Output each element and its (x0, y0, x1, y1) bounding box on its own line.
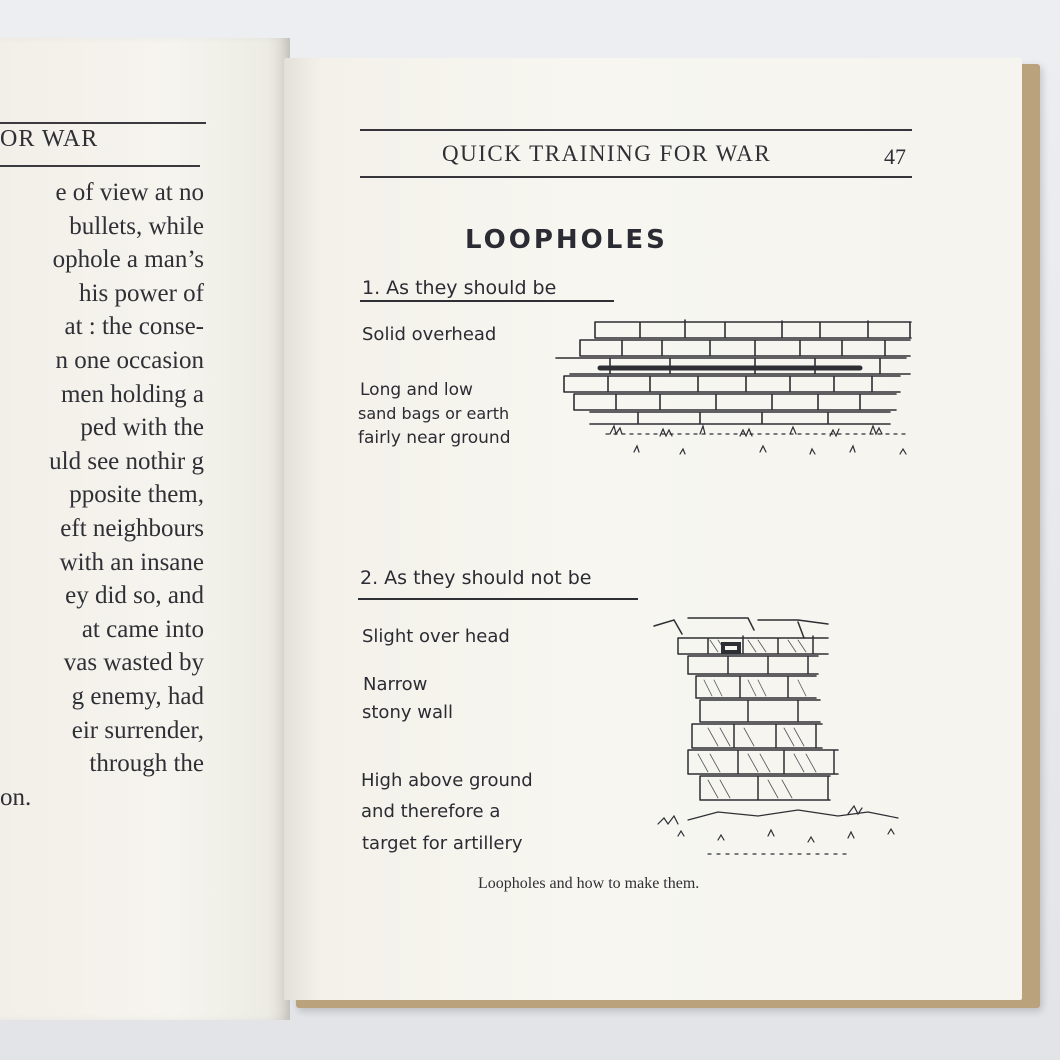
header-rule (0, 165, 200, 167)
note-long-and-low: Long and low (360, 380, 473, 400)
note-high-above-ground: High above ground (361, 770, 533, 791)
text-line: ophole a man’s (52, 246, 204, 274)
text-line: ped with the (80, 414, 204, 442)
narrow-stone-wall (654, 618, 838, 800)
note-narrow: Narrow (363, 674, 428, 695)
text-line: at : the conse- (64, 313, 204, 341)
text-line: vas wasted by (63, 649, 204, 677)
heading-underline (358, 598, 638, 600)
text-line: ey did so, and (65, 582, 204, 610)
header-rule (0, 122, 206, 124)
text-line: n one occasion (55, 346, 204, 374)
left-running-header: OR WAR (0, 126, 99, 152)
text-line: his power of (79, 279, 204, 307)
figure-caption: Loopholes and how to make them. (478, 875, 700, 892)
text-line: at came into (81, 615, 204, 643)
text-line: men holding a (60, 380, 204, 408)
note-and-therefore: and therefore a (361, 801, 501, 822)
note-sand-bags: sand bags or earth (358, 404, 510, 423)
good-loophole-sketch (550, 312, 920, 464)
header-rule (360, 129, 912, 131)
bad-loophole-sketch (648, 610, 910, 866)
header-rule (360, 176, 912, 178)
running-header: QUICK TRAINING FOR WAR (442, 141, 772, 166)
section-2-heading: 2. As they should not be (360, 567, 592, 589)
text-line: on. (0, 783, 32, 811)
ground-line (658, 806, 898, 854)
note-target-for-artillery: target for artillery (362, 833, 523, 854)
text-line: eir surrender, (71, 716, 204, 744)
text-line: g enemy, had (71, 682, 204, 710)
text-line: bullets, while (69, 212, 204, 240)
note-slight-overhead: Slight over head (362, 626, 510, 647)
sandbag-wall (556, 320, 911, 424)
page-number: 47 (884, 144, 906, 169)
note-stony-wall: stony wall (362, 702, 453, 723)
text-line: e of view at no (55, 179, 204, 206)
note-near-ground: fairly near ground (358, 428, 511, 448)
text-line: pposite them, (69, 481, 204, 509)
text-line: uld see nothir g (49, 447, 204, 475)
grass-tufts (606, 426, 906, 454)
text-line: with an insane (59, 548, 204, 576)
left-page (0, 38, 290, 1020)
text-line: eft neighbours (60, 514, 204, 542)
illustration-title: LOOPHOLES (465, 225, 668, 255)
heading-underline (360, 300, 614, 302)
note-solid-overhead: Solid overhead (362, 324, 497, 345)
text-line: through the (89, 750, 204, 778)
section-1-heading: 1. As they should be (362, 277, 557, 299)
left-page-text (0, 176, 204, 814)
